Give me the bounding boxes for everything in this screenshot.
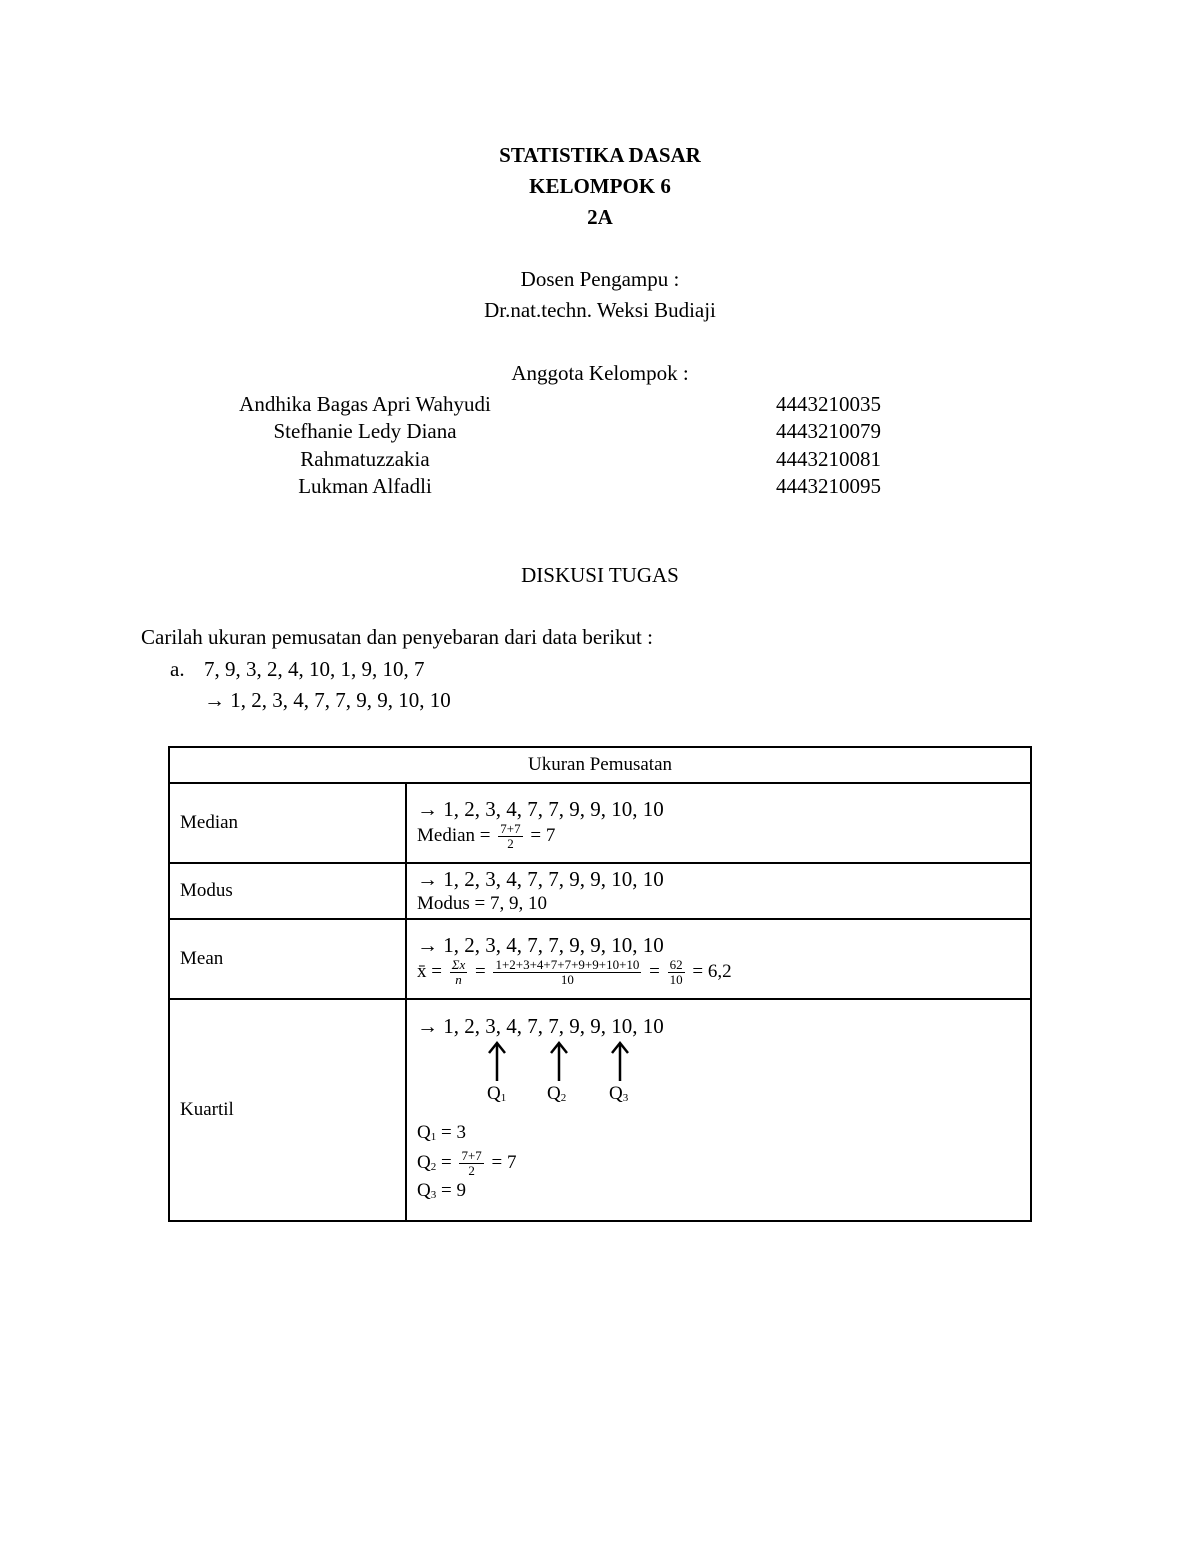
q2-marker-label: $Q_2$ xyxy=(547,1083,567,1105)
fraction-denominator: n xyxy=(455,971,462,987)
mean-fraction-sum xyxy=(450,958,468,987)
sorted-sequence: → 1, 2, 3, 4, 7, 7, 9, 9, 10, 10 xyxy=(417,867,664,891)
modus-result: Modus = 7, 9, 10 xyxy=(417,893,548,914)
mean-fraction-total xyxy=(668,958,685,987)
modus-cell xyxy=(406,863,1031,919)
table-row-mean xyxy=(169,919,1031,999)
item-sorted-data: → 1, 2, 3, 4, 7, 7, 9, 9, 10, 10 xyxy=(204,688,451,712)
row-label-kuartil: Kuartil xyxy=(169,999,406,1221)
mean-cell xyxy=(406,919,1031,999)
median-cell xyxy=(406,783,1031,863)
mean-result: = 6,2 xyxy=(692,960,732,982)
median-prefix: Median = xyxy=(417,824,491,846)
equals-sign: = xyxy=(474,960,486,982)
xbar-symbol: x̄ = xyxy=(417,960,442,982)
fraction-denominator: 2 xyxy=(507,835,514,851)
course-title: STATISTIKA DASAR xyxy=(499,143,701,167)
table-row-kuartil xyxy=(169,999,1031,1221)
lecturer-name: Dr.nat.techn. Weksi Budiaji xyxy=(484,298,716,322)
table-title: Ukuran Pemusatan xyxy=(169,747,1031,783)
section-title: DISKUSI TUGAS xyxy=(521,563,679,587)
member-name: Andhika Bagas Apri Wahyudi xyxy=(239,392,491,416)
row-label-modus: Modus xyxy=(169,863,406,919)
members-label: Anggota Kelompok : xyxy=(511,361,689,385)
central-tendency-table xyxy=(168,746,1032,1222)
lecturer-label: Dosen Pengampu : xyxy=(520,267,680,291)
question-text: Carilah ukuran pemusatan dan penyebaran dari data berikut : xyxy=(141,625,653,649)
fraction-numerator: 7+7 xyxy=(500,820,521,836)
mean-formula xyxy=(417,958,1020,987)
item-data: 7, 9, 3, 2, 4, 10, 1, 9, 10, 7 xyxy=(204,657,425,681)
member-nim: 4443210079 xyxy=(776,419,881,443)
member-name: Lukman Alfadli xyxy=(298,474,432,498)
arrow-up-icon xyxy=(610,1041,630,1081)
arrow-up-icon xyxy=(487,1041,507,1081)
median-fraction xyxy=(498,822,522,851)
sorted-sequence: → 1, 2, 3, 4, 7, 7, 9, 9, 10, 10 xyxy=(417,932,664,957)
kuartil-cell xyxy=(406,999,1031,1221)
group-title: KELOMPOK 6 xyxy=(529,174,671,198)
member-name: Stefhanie Ledy Diana xyxy=(273,419,457,443)
fraction-numerator: 7+7 xyxy=(461,1148,482,1164)
fraction-denominator: 10 xyxy=(669,971,683,987)
median-formula xyxy=(417,822,1020,851)
member-nim: 4443210095 xyxy=(776,474,881,498)
median-result: = 7 xyxy=(530,824,556,846)
sorted-sequence: → 1, 2, 3, 4, 7, 7, 9, 9, 10, 10 xyxy=(417,796,664,821)
member-nim: 4443210081 xyxy=(776,447,881,471)
member-name: Rahmatuzzakia xyxy=(300,447,430,471)
item-marker: a. xyxy=(170,657,185,681)
fraction-numerator: 1+2+3+4+7+7+9+9+10+10 xyxy=(495,956,640,972)
sorted-sequence: → 1, 2, 3, 4, 7, 7, 9, 9, 10, 10 xyxy=(417,1014,664,1039)
member-nim: 4443210035 xyxy=(776,392,881,416)
class-title: 2A xyxy=(587,205,613,229)
fraction-denominator: 2 xyxy=(468,1163,475,1179)
q1-marker-label: $Q_1$ xyxy=(487,1083,507,1105)
table-row-modus xyxy=(169,863,1031,919)
mean-fraction-values xyxy=(493,958,641,987)
row-label-mean: Mean xyxy=(169,919,406,999)
q1-result: $Q_1 = 3$ xyxy=(417,1122,466,1144)
arrow-up-icon xyxy=(549,1041,569,1081)
fraction-numerator: Σx xyxy=(451,956,466,972)
q2-result: $Q_2$ = $\frac{7+7}{2}$ = 7 xyxy=(417,1148,517,1179)
quartile-markers xyxy=(417,1039,1020,1121)
q2-fraction xyxy=(459,1149,483,1178)
q3-marker-label: $Q_3$ xyxy=(609,1083,629,1105)
equals-sign: = xyxy=(649,960,660,982)
row-label-median: Median xyxy=(169,783,406,863)
fraction-denominator: 10 xyxy=(560,971,574,987)
table-row-median xyxy=(169,783,1031,863)
q3-result: $Q_3 = 9$ xyxy=(417,1179,466,1201)
fraction-numerator: 62 xyxy=(669,956,683,972)
